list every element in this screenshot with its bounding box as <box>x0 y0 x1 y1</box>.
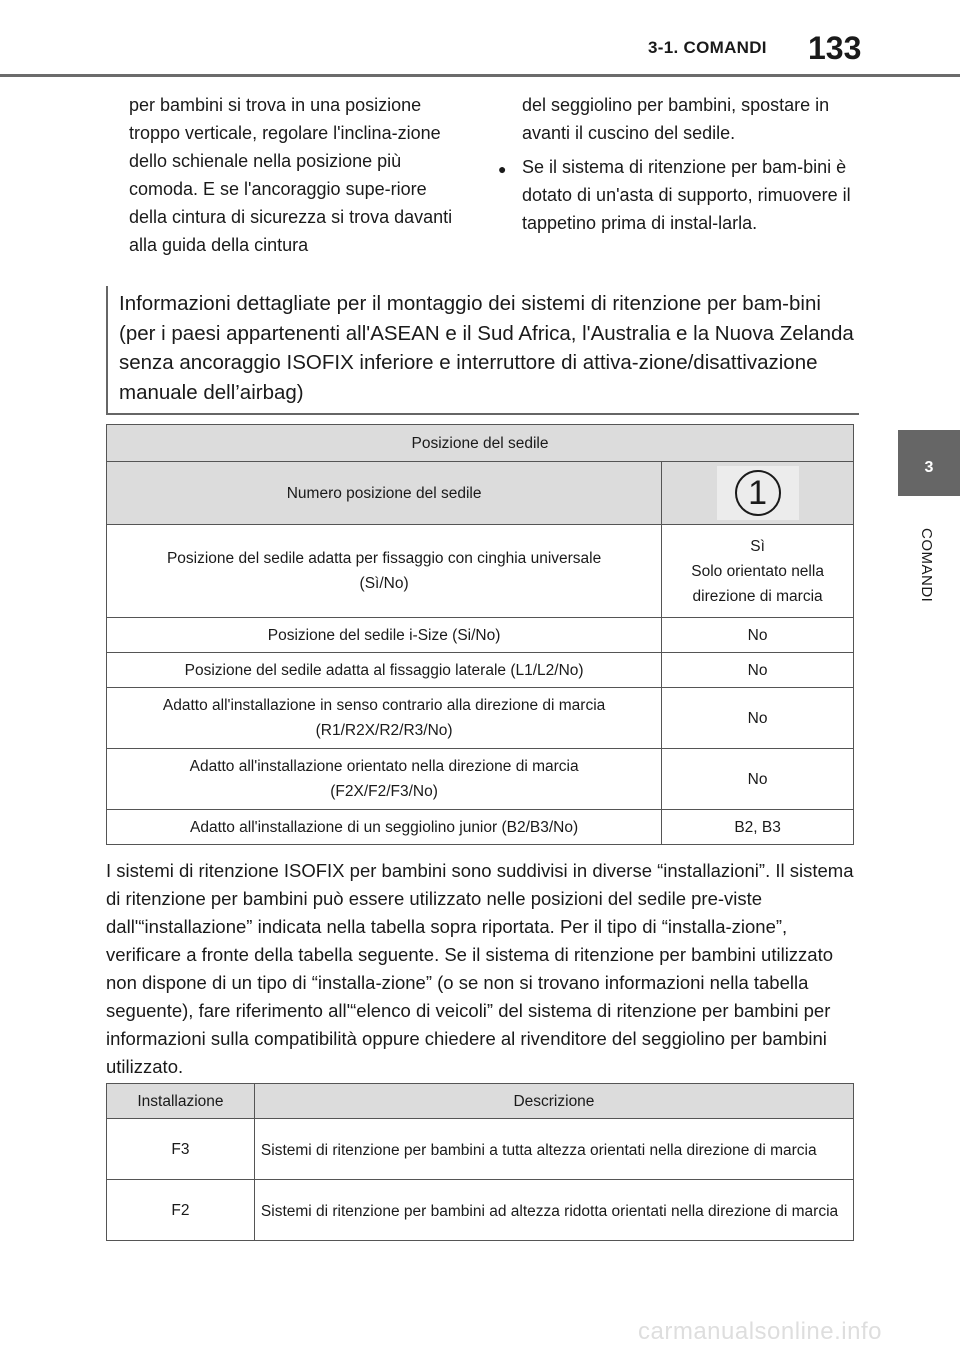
table-cell-value <box>662 525 854 618</box>
table-cell-value: No <box>662 749 854 810</box>
bullet-text: Se il sistema di ritenzione per bam-bini è dotato di un'asta di supporto, rimuovere il tappetino prima di instal-larla. <box>522 157 851 233</box>
installation-code: F2 <box>107 1180 255 1241</box>
table-cell-label <box>107 525 662 618</box>
table-row <box>107 1119 854 1180</box>
installation-description: Sistemi di ritenzione per bambini ad altezza ridotta orientati nella direzione di marcia <box>254 1180 853 1241</box>
watermark: carmanualsonline.info <box>638 1318 882 1345</box>
table-cell-label: Adatto all'installazione di un seggiolino junior (B2/B3/No) <box>107 810 662 845</box>
table-cell-value: No <box>662 653 854 688</box>
intro-left-column <box>129 91 469 259</box>
chapter-number: 3 <box>924 459 934 476</box>
chapter-tab <box>898 430 960 496</box>
seat-number-cell <box>662 462 854 525</box>
page-number: 133 <box>808 30 862 66</box>
table-row <box>107 1180 854 1241</box>
table-cell-label <box>107 749 662 810</box>
seat-position-table <box>106 424 854 845</box>
bullet-item <box>498 153 852 237</box>
table-cell-label: Posizione del sedile i-Size (Si/No) <box>107 618 662 653</box>
installation-table <box>106 1083 854 1241</box>
table-row <box>107 618 854 653</box>
table-cell-label: Posizione del sedile adatta al fissaggio laterale (L1/L2/No) <box>107 653 662 688</box>
intro-left-text: per bambini si trova in una posizione troppo verticale, regolare l'inclina-zione dello schienale nella posizione più comoda. E se l'ancoraggio supe-riore della cintura di sicurezza si trova davanti alla guida della cintura <box>129 95 453 255</box>
seat-number-label: Numero posizione del sedile <box>107 462 662 525</box>
body-paragraph: I sistemi di ritenzione ISOFIX per bambini sono suddivisi in diverse “installazioni”. Il sistema di ritenzione per bambini può essere utilizzato nelle posizioni del sedile pre-viste dall'“installazione” indicata nella tabella sopra riportata. Per il tipo di “installa-zione”, verificare a fronte della tabella seguente. Se il sistema di ritenzione per bambini utilizzato non dispone di un tipo di “installa-zione” (o se non si trovano informazioni nella tabella seguente), fare riferimento all'“elenco di veicoli” del sistema di ritenzione per bambini per informazioni sulla compatibilità oppure chiedere al rivenditore del seggiolino per bambini utilizzato. <box>106 860 854 1077</box>
cell-line: (F2X/F2/F3/No) <box>330 783 438 800</box>
table-row <box>107 688 854 749</box>
table-row <box>107 653 854 688</box>
table-cell-value: No <box>662 618 854 653</box>
seat-number-circle-icon: 1 <box>735 470 781 516</box>
cell-line: Adatto all'installazione in senso contrario alla direzione di marcia <box>162 697 606 714</box>
info-heading-text: Informazioni dettagliate per il montaggio dei sistemi di ritenzione per bam-bini (per i paesi appartenenti all'ASEAN e il Sud Africa, l'Australia e la Nuova Zelanda senza ancoraggio ISOFIX inferiore e interruttore di attiva-zione/disattivazione manuale dell’airbag) <box>119 292 854 404</box>
cell-line: Solo orientato nella <box>691 562 824 580</box>
table-row <box>107 810 854 845</box>
header-divider <box>0 74 960 77</box>
intro-right-text: del seggiolino per bambini, spostare in avanti il cuscino del sedile. <box>522 95 830 143</box>
table-header-row <box>107 1084 854 1119</box>
seat-table-header: Posizione del sedile <box>107 425 854 462</box>
column-header-description: Descrizione <box>254 1084 853 1119</box>
column-header-installation: Installazione <box>107 1084 255 1119</box>
cell-line: direzione di marcia <box>692 587 823 605</box>
cell-line: (Sì/No) <box>359 575 409 592</box>
table-row <box>107 749 854 810</box>
installation-description: Sistemi di ritenzione per bambini a tutta altezza orientati nella direzione di marcia <box>254 1119 853 1180</box>
table-header-row <box>107 425 854 462</box>
seat-number-badge <box>717 466 799 520</box>
table-row <box>107 462 854 525</box>
info-heading-box <box>106 286 859 415</box>
table-row <box>107 525 854 618</box>
cell-line: Sì <box>750 537 765 555</box>
table-cell-value: B2, B3 <box>662 810 854 845</box>
table-cell-label <box>107 688 662 749</box>
chapter-label: COMANDI <box>918 528 935 603</box>
section-title: 3-1. COMANDI <box>648 38 767 57</box>
cell-line: Posizione del sedile adatta per fissaggio con cinghia universale <box>166 550 602 567</box>
table-cell-value: No <box>662 688 854 749</box>
cell-line: Adatto all'installazione orientato nella direzione di marcia <box>189 758 579 775</box>
bullet-dot-icon: ● <box>498 161 507 177</box>
installation-code: F3 <box>107 1119 255 1180</box>
cell-line: (R1/R2X/R2/R3/No) <box>315 722 453 739</box>
intro-right-column <box>498 91 852 237</box>
